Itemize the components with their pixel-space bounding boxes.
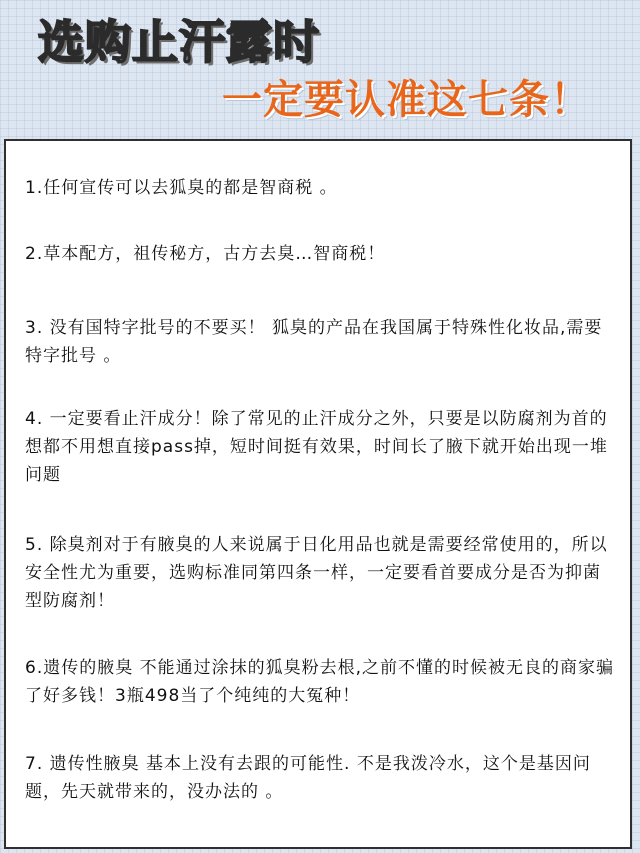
page-title: 选购止汗露时 — [38, 15, 320, 69]
page-subtitle: 一定要认准这七条！ — [222, 77, 591, 123]
rule-item-2: 2.草本配方，祖传秘方，古方去臭…智商税！ — [25, 244, 386, 264]
rule-item-1: 1.任何宣传可以去狐臭的都是智商税 。 — [25, 178, 338, 198]
rule-item-7: 7. 遗传性腋臭 基本上没有去跟的可能性. 不是我泼冷水，这个是基因问题，先天就带来的，没办法的 。 — [25, 754, 591, 802]
rule-item-4: 4. 一定要看止汗成分！除了常见的止汗成分之外，只要是以防腐剂为首的想都不用想直接pass掉，短时间挺有效果，时间长了腋下就开始出现一堆问题 — [25, 409, 608, 485]
rule-item-5: 5. 除臭剂对于有腋臭的人来说属于日化用品也就是需要经常使用的，所以安全性尤为重要，选购标准同第四条一样，一定要看首要成分是否为抑菌型防腐剂！ — [25, 535, 608, 611]
rule-item-6: 6.遗传的腋臭 不能通过涂抹的狐臭粉去根,之前不懂的时候被无良的商家骗了好多钱！3瓶498当了个纯纯的大冤种！ — [25, 658, 615, 706]
rules-card — [4, 139, 632, 849]
rule-item-3: 3. 没有国特字批号的不要买！ 狐臭的产品在我国属于特殊性化妆品,需要特字批号 。 — [25, 318, 603, 366]
